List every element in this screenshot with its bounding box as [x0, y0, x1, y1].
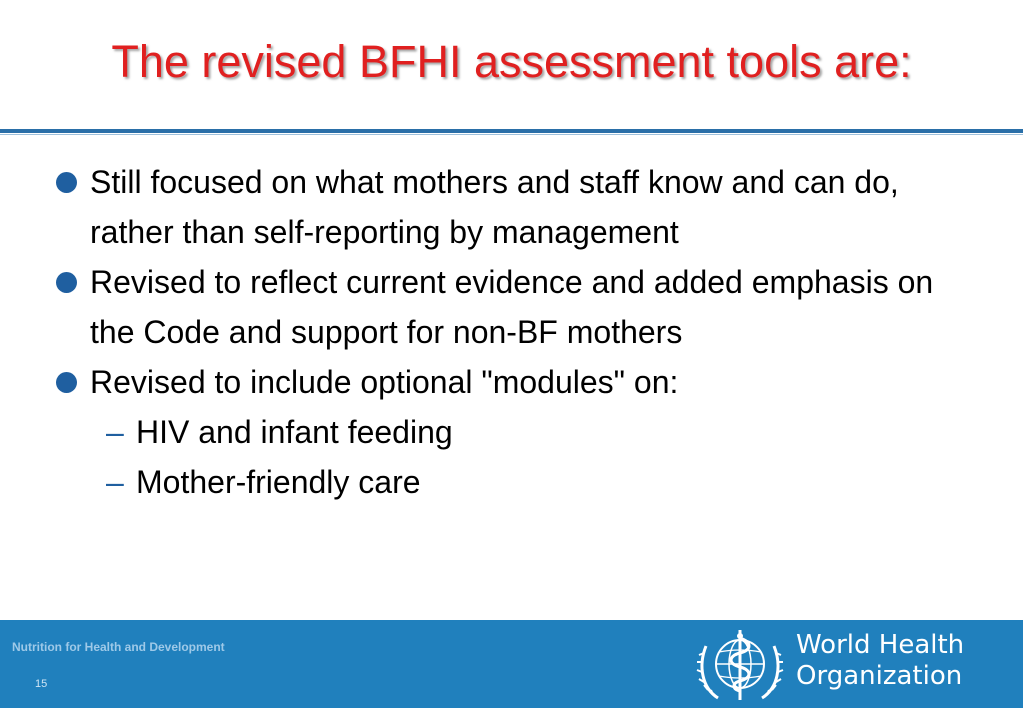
bullet-dot-icon [56, 372, 77, 393]
bullet-item [54, 357, 984, 407]
bullet-item [54, 257, 984, 357]
slide-title: The revised BFHI assessment tools are: [111, 36, 912, 87]
organization-name-line1: World Health [796, 630, 965, 660]
who-emblem-icon [694, 622, 786, 706]
bullet-list [54, 157, 984, 507]
bullet-dot-icon [56, 272, 77, 293]
dash-icon: – [106, 414, 124, 450]
sub-bullet-item [54, 457, 984, 507]
footer-bar [0, 620, 1023, 708]
sub-bullet-text: HIV and infant feeding [136, 414, 453, 450]
bullet-text: Still focused on what mothers and staff know and can do, rather than self-reporting by management [90, 164, 899, 250]
dash-icon: – [106, 464, 124, 500]
bullet-item [54, 157, 984, 257]
program-name: Nutrition for Health and Development [12, 640, 225, 654]
sub-bullet-text: Mother-friendly care [136, 464, 421, 500]
organization-name [796, 630, 964, 692]
title-divider [0, 129, 1023, 133]
sub-bullet-item [54, 407, 984, 457]
bullet-dot-icon [56, 172, 77, 193]
title-divider-thin [0, 134, 1023, 135]
bullet-text: Revised to include optional "modules" on: [90, 364, 679, 400]
organization-name-line2: Organization [796, 661, 963, 691]
page-number: 15 [35, 678, 48, 690]
bullet-text: Revised to reflect current evidence and added emphasis on the Code and support for non-BF mothers [90, 264, 934, 350]
